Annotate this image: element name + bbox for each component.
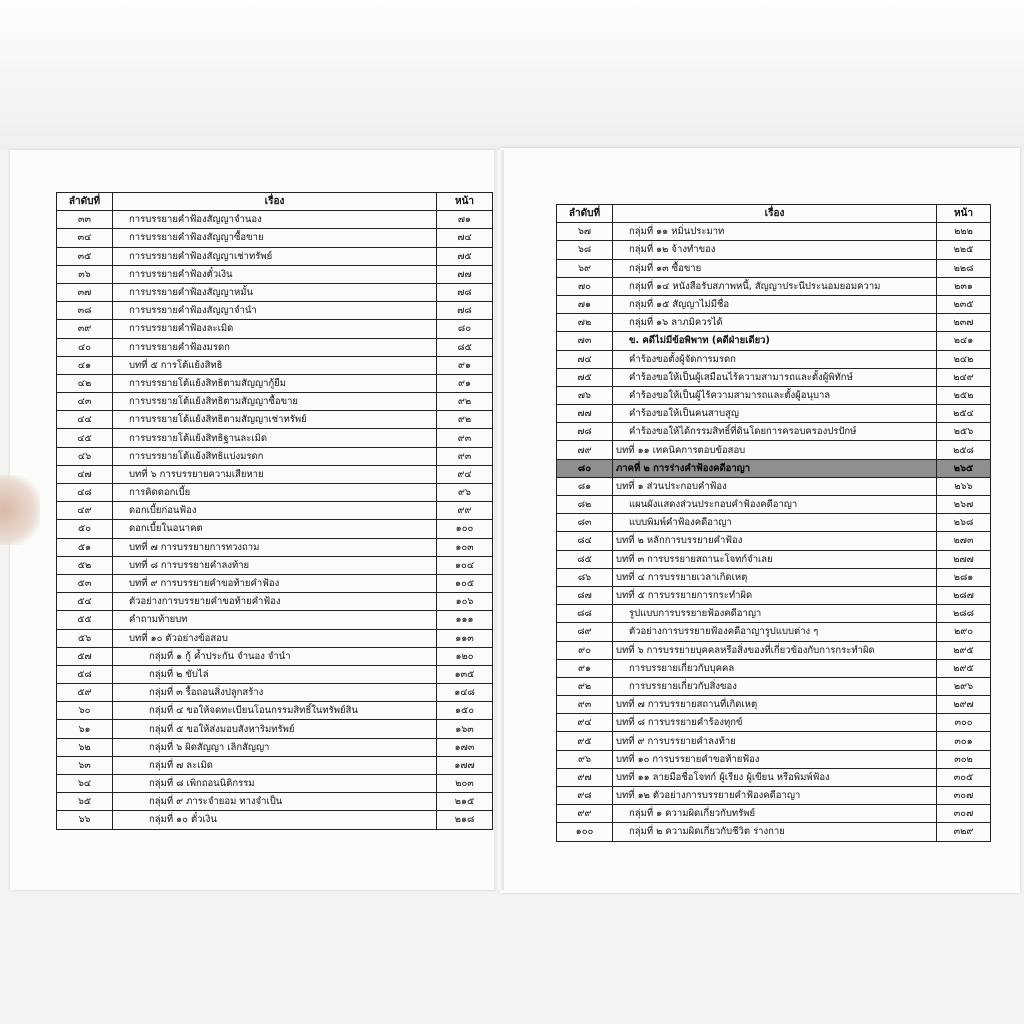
toc-row-title: บทที่ ๙ การบรรยายคำลงท้าย (613, 732, 937, 750)
toc-row (557, 623, 991, 641)
toc-row-page: ๒๑๕ (437, 793, 493, 811)
toc-row-page: ๙๔ (437, 465, 493, 483)
toc-row-title: รูปแบบการบรรยายฟ้องคดีอาญา (613, 605, 937, 623)
toc-row-page: ๒๒๒ (937, 223, 991, 241)
toc-row-title: กลุ่มที่ ๒ ขับไล่ (113, 665, 437, 683)
toc-row-title: การบรรยายคำฟ้องสัญญาจำนำ (113, 302, 437, 320)
toc-body-left (57, 211, 493, 829)
toc-row (557, 659, 991, 677)
toc-row (57, 229, 493, 247)
toc-row-page: ๒๑๘ (437, 811, 493, 829)
toc-row (557, 787, 991, 805)
toc-row-page: ๙๓ (437, 429, 493, 447)
toc-row-page: ๒๖๗ (937, 496, 991, 514)
toc-row-page: ๑๑๑ (437, 611, 493, 629)
toc-row-title: กลุ่มที่ ๑๖ ลาภมิควรได้ (613, 314, 937, 332)
toc-row-page: ๓๐๑ (937, 732, 991, 750)
toc-row-page: ๓๒๙ (937, 823, 991, 841)
background (0, 0, 1024, 150)
toc-row-title: กลุ่มที่ ๘ เพิกถอนนิติกรรม (113, 775, 437, 793)
toc-row-title: บทที่ ๖ การบรรยายความเสียหาย (113, 465, 437, 483)
toc-row-number: ๕๓ (57, 574, 113, 592)
toc-row-title: การบรรยายคำฟ้องละเมิด (113, 320, 437, 338)
toc-row-title: กลุ่มที่ ๒ ความผิดเกี่ยวกับชีวิต ร่างกาย (613, 823, 937, 841)
toc-row-title: บทที่ ๑๐ ตัวอย่างข้อสอบ (113, 629, 437, 647)
toc-row-title: การบรรยายเกี่ยวกับสิ่งของ (613, 677, 937, 695)
toc-row-title: ข. คดีไม่มีข้อพิพาท (คดีฝ่ายเดียว) (613, 332, 937, 350)
toc-row-title: การบรรยายคำฟ้องสัญญาเช่าทรัพย์ (113, 247, 437, 265)
toc-row-page: ๒๖๘ (937, 514, 991, 532)
header-page: หน้า (437, 193, 493, 211)
toc-row-title: บทที่ ๑๒ ตัวอย่างการบรรยายคำฟ้องคดีอาญา (613, 787, 937, 805)
toc-row (557, 677, 991, 695)
toc-row-page: ๒๓๕ (937, 295, 991, 313)
toc-row-page: ๒๒๕ (937, 241, 991, 259)
toc-row (57, 265, 493, 283)
toc-row-number: ๔๕ (57, 429, 113, 447)
toc-row-number: ๕๖ (57, 629, 113, 647)
toc-row-page: ๑๑๓ (437, 629, 493, 647)
toc-row-title: กลุ่มที่ ๑๓ ซื้อขาย (613, 259, 937, 277)
toc-row-number: ๕๘ (57, 665, 113, 683)
toc-row-number: ๓๓ (57, 211, 113, 229)
toc-row-page: ๙๒ (437, 393, 493, 411)
toc-row-page: ๒๖๖ (937, 477, 991, 495)
toc-row-number: ๗๒ (557, 314, 613, 332)
toc-row (57, 556, 493, 574)
toc-row-page: ๓๐๐ (937, 714, 991, 732)
toc-row-number: ๙๔ (557, 714, 613, 732)
toc-row-page: ๘๐ (437, 320, 493, 338)
toc-row-page: ๓๐๗ (937, 805, 991, 823)
toc-row-title: บทที่ ๕ การโต้แย้งสิทธิ (113, 356, 437, 374)
toc-row (57, 429, 493, 447)
toc-row-page: ๑๓๕ (437, 665, 493, 683)
toc-row-number: ๗๘ (557, 423, 613, 441)
toc-row (57, 611, 493, 629)
toc-row-page: ๑๕๐ (437, 702, 493, 720)
toc-row (557, 514, 991, 532)
toc-row-page: ๗๕ (437, 247, 493, 265)
toc-row (57, 811, 493, 829)
toc-row (557, 259, 991, 277)
toc-row (557, 732, 991, 750)
toc-row (557, 295, 991, 313)
header-title: เรื่อง (613, 205, 937, 223)
toc-row-title: คำถามท้ายบท (113, 611, 437, 629)
toc-row-number: ๘๗ (557, 586, 613, 604)
toc-row-number: ๙๙ (557, 805, 613, 823)
toc-row-title: คำร้องขอให้เป็นผู้เสมือนไร้ความสามารถและตั้งผู้พิทักษ์ (613, 368, 937, 386)
toc-row (557, 386, 991, 404)
toc-row-page: ๑๐๕ (437, 574, 493, 592)
toc-row-number: ๗๓ (557, 332, 613, 350)
toc-row-title: ดอกเบี้ยก่อนฟ้อง (113, 502, 437, 520)
toc-row-number: ๙๘ (557, 787, 613, 805)
toc-row-page: ๑๐๖ (437, 593, 493, 611)
toc-header-row (557, 205, 991, 223)
toc-row-number: ๔๔ (57, 411, 113, 429)
toc-row-number: ๖๒ (57, 738, 113, 756)
toc-row-number: ๓๗ (57, 283, 113, 301)
toc-row-title: กลุ่มที่ ๑๐ ตั๋วเงิน (113, 811, 437, 829)
header-title: เรื่อง (113, 193, 437, 211)
toc-row-page: ๙๑ (437, 374, 493, 392)
toc-row-number: ๓๘ (57, 302, 113, 320)
toc-row-page: ๙๒ (437, 411, 493, 429)
toc-row (57, 756, 493, 774)
toc-row-number: ๓๔ (57, 229, 113, 247)
toc-row-page: ๒๙๕ (937, 659, 991, 677)
toc-row-page: ๑๗๗ (437, 756, 493, 774)
toc-row-page: ๒๖๕ (937, 459, 991, 477)
toc-row-page: ๒๕๘ (937, 441, 991, 459)
toc-row-number: ๙๑ (557, 659, 613, 677)
toc-row (57, 793, 493, 811)
book-spine (494, 150, 504, 890)
toc-row-page: ๓๐๗ (937, 787, 991, 805)
toc-row-page: ๙๑ (437, 356, 493, 374)
toc-row-title: บทที่ ๗ การบรรยายการทวงถาม (113, 538, 437, 556)
toc-row (57, 684, 493, 702)
toc-row-title: การบรรยายโต้แย้งสิทธิตามสัญญาเช่าทรัพย์ (113, 411, 437, 429)
header-no: ลำดับที่ (57, 193, 113, 211)
toc-row (557, 332, 991, 350)
toc-row-number: ๖๓ (57, 756, 113, 774)
toc-row-number: ๘๕ (557, 550, 613, 568)
toc-row (57, 720, 493, 738)
toc-row-page: ๒๙๐ (937, 623, 991, 641)
toc-row-title: บทที่ ๒ หลักการบรรยายคำฟ้อง (613, 532, 937, 550)
toc-row-title: กลุ่มที่ ๑ กู้ ค้ำประกัน จำนอง จำนำ (113, 647, 437, 665)
toc-row-number: ๖๔ (57, 775, 113, 793)
toc-row-page: ๗๑ (437, 211, 493, 229)
toc-row-number: ๓๕ (57, 247, 113, 265)
toc-row-number: ๖๙ (557, 259, 613, 277)
toc-row-title: บทที่ ๑ ส่วนประกอบคำฟ้อง (613, 477, 937, 495)
toc-body-right (557, 223, 991, 841)
toc-row-number: ๕๑ (57, 538, 113, 556)
toc-row-number: ๙๐ (557, 641, 613, 659)
toc-row-number: ๖๖ (57, 811, 113, 829)
toc-row-title: กลุ่มที่ ๔ ขอให้จดทะเบียนโอนกรรมสิทธิ์ในทรัพย์สิน (113, 702, 437, 720)
toc-row (557, 368, 991, 386)
toc-row-title: กลุ่มที่ ๑ ความผิดเกี่ยวกับทรัพย์ (613, 805, 937, 823)
toc-row-page: ๒๘๗ (937, 586, 991, 604)
toc-row-number: ๓๖ (57, 265, 113, 283)
toc-row-page: ๑๖๓ (437, 720, 493, 738)
toc-row (57, 647, 493, 665)
toc-row-number: ๘๘ (557, 605, 613, 623)
toc-row-page: ๑๒๐ (437, 647, 493, 665)
toc-row (57, 320, 493, 338)
toc-row (57, 775, 493, 793)
toc-row-title: ภาคที่ ๒ การร่างคำฟ้องคดีอาญา (613, 459, 937, 477)
toc-row (57, 393, 493, 411)
toc-row-title: คำร้องขอให้เป็นผู้ไร้ความสามารถและตั้งผู้อนุบาล (613, 386, 937, 404)
toc-row (557, 750, 991, 768)
toc-row-number: ๕๙ (57, 684, 113, 702)
toc-row-number: ๘๔ (557, 532, 613, 550)
toc-row (557, 241, 991, 259)
toc-row (57, 629, 493, 647)
toc-row-page: ๒๕๖ (937, 423, 991, 441)
toc-row-title: แผนผังแสดงส่วนประกอบคำฟ้องคดีอาญา (613, 496, 937, 514)
toc-row-page: ๒๙๖ (937, 677, 991, 695)
toc-row-title: คำร้องขอให้ได้กรรมสิทธิ์ที่ดินโดยการครอบครองปรปักษ์ (613, 423, 937, 441)
toc-row (57, 338, 493, 356)
toc-row-number: ๕๗ (57, 647, 113, 665)
toc-row-title: บทที่ ๘ การบรรยายคำลงท้าย (113, 556, 437, 574)
toc-row (557, 714, 991, 732)
toc-row-number: ๘๐ (557, 459, 613, 477)
toc-table-right (556, 204, 991, 842)
toc-row (557, 586, 991, 604)
toc-row-page: ๒๘๘ (937, 605, 991, 623)
toc-row-title: บทที่ ๑๑ ลายมือชื่อโจทก์ ผู้เรียง ผู้เขียน หรือพิมพ์ฟ้อง (613, 768, 937, 786)
toc-row-number: ๗๗ (557, 405, 613, 423)
toc-row-page: ๙๓ (437, 447, 493, 465)
toc-row-number: ๔๐ (57, 338, 113, 356)
toc-row-title: บทที่ ๗ การบรรยายสถานที่เกิดเหตุ (613, 696, 937, 714)
toc-row-page: ๒๓๑ (937, 277, 991, 295)
toc-row-title: บทที่ ๔ การบรรยายเวลาเกิดเหตุ (613, 568, 937, 586)
toc-row (557, 350, 991, 368)
toc-row-title: กลุ่มที่ ๙ ภาระจำยอม ทางจำเป็น (113, 793, 437, 811)
toc-row-number: ๔๑ (57, 356, 113, 374)
toc-row-number: ๗๑ (557, 295, 613, 313)
toc-row (57, 574, 493, 592)
toc-row-title: กลุ่มที่ ๓ รื้อถอนสิ่งปลูกสร้าง (113, 684, 437, 702)
toc-row-title: บทที่ ๘ การบรรยายคำร้องทุกข์ (613, 714, 937, 732)
toc-row (57, 447, 493, 465)
toc-row (557, 696, 991, 714)
toc-row-title: บทที่ ๑๐ การบรรยายคำขอท้ายฟ้อง (613, 750, 937, 768)
toc-row-page: ๒๔๒ (937, 350, 991, 368)
toc-row-number: ๑๐๐ (557, 823, 613, 841)
toc-row-title: การบรรยายเกี่ยวกับบุคคล (613, 659, 937, 677)
header-page: หน้า (937, 205, 991, 223)
toc-row-page: ๗๘ (437, 302, 493, 320)
toc-row-title: การบรรยายคำฟ้องมรดก (113, 338, 437, 356)
toc-row-number: ๗๙ (557, 441, 613, 459)
toc-row (557, 441, 991, 459)
toc-row-page: ๒๕๔ (937, 405, 991, 423)
toc-row-number: ๔๘ (57, 484, 113, 502)
toc-row-title: บทที่ ๕ การบรรยายการกระทำผิด (613, 586, 937, 604)
toc-row (57, 211, 493, 229)
toc-row-number: ๘๒ (557, 496, 613, 514)
toc-row-page: ๒๗๓ (937, 532, 991, 550)
toc-row (57, 665, 493, 683)
toc-row-title: กลุ่มที่ ๕ ขอให้ส่งมอบสังหาริมทรัพย์ (113, 720, 437, 738)
toc-row (557, 768, 991, 786)
toc-row-number: ๘๓ (557, 514, 613, 532)
toc-row-number: ๕๒ (57, 556, 113, 574)
toc-row-page: ๒๐๓ (437, 775, 493, 793)
toc-row-page: ๒๙๕ (937, 641, 991, 659)
toc-row-page: ๓๐๒ (937, 750, 991, 768)
toc-row-number: ๗๐ (557, 277, 613, 295)
toc-row-title: กลุ่มที่ ๑๑ หมิ่นประมาท (613, 223, 937, 241)
toc-row-title: บทที่ ๑๑ เทคนิคการตอบข้อสอบ (613, 441, 937, 459)
toc-row (57, 302, 493, 320)
toc-row (57, 283, 493, 301)
toc-row-number: ๕๕ (57, 611, 113, 629)
toc-row (57, 247, 493, 265)
toc-row-number: ๖๕ (57, 793, 113, 811)
toc-row (57, 593, 493, 611)
toc-row-page: ๑๐๐ (437, 520, 493, 538)
toc-row-number: ๙๖ (557, 750, 613, 768)
toc-row (57, 411, 493, 429)
toc-row-number: ๖๐ (57, 702, 113, 720)
toc-row-page: ๘๕ (437, 338, 493, 356)
toc-row-title: บทที่ ๓ การบรรยายสถานะโจทก์จำเลย (613, 550, 937, 568)
toc-row-page: ๒๘๑ (937, 568, 991, 586)
toc-header-row (57, 193, 493, 211)
toc-row-page: ๒๔๙ (937, 368, 991, 386)
toc-row-number: ๗๕ (557, 368, 613, 386)
toc-row-number: ๖๘ (557, 241, 613, 259)
toc-row-title: กลุ่มที่ ๗ ละเมิด (113, 756, 437, 774)
toc-row-title: การบรรยายโต้แย้งสิทธิแบ่งมรดก (113, 447, 437, 465)
toc-row-title: คำร้องขอตั้งผู้จัดการมรดก (613, 350, 937, 368)
toc-row-number: ๘๑ (557, 477, 613, 495)
toc-row-title: กลุ่มที่ ๑๔ หนังสือรับสภาพหนี้, สัญญาประนีประนอมยอมความ (613, 277, 937, 295)
toc-row-page: ๒๕๒ (937, 386, 991, 404)
toc-row-title: กลุ่มที่ ๑๕ สัญญาไม่มีชื่อ (613, 295, 937, 313)
toc-row-title: การบรรยายโต้แย้งสิทธิฐานละเมิด (113, 429, 437, 447)
toc-row (57, 465, 493, 483)
toc-row-title: การบรรยายคำฟ้องสัญญาหมั้น (113, 283, 437, 301)
toc-row-number: ๕๐ (57, 520, 113, 538)
toc-row (557, 223, 991, 241)
toc-row-page: ๒๙๗ (937, 696, 991, 714)
toc-row-title: การบรรยายคำฟ้องสัญญาซื้อขาย (113, 229, 437, 247)
toc-table-left (56, 192, 493, 830)
toc-row (57, 502, 493, 520)
toc-row (57, 538, 493, 556)
toc-row-number: ๙๓ (557, 696, 613, 714)
toc-row (57, 702, 493, 720)
toc-row-title: ตัวอย่างการบรรยายฟ้องคดีอาญารูปแบบต่าง ๆ (613, 623, 937, 641)
toc-row-page: ๑๗๓ (437, 738, 493, 756)
toc-row (557, 550, 991, 568)
toc-row-title: ตัวอย่างการบรรยายคำขอท้ายคำฟ้อง (113, 593, 437, 611)
toc-row-page: ๓๐๕ (937, 768, 991, 786)
toc-row-page: ๒๓๗ (937, 314, 991, 332)
toc-row-title: การบรรยายคำฟ้องสัญญาจำนอง (113, 211, 437, 229)
thumb-holding-book (0, 475, 40, 545)
toc-row-title: แบบพิมพ์คำฟ้องคดีอาญา (613, 514, 937, 532)
toc-row-number: ๔๒ (57, 374, 113, 392)
toc-row-page: ๗๘ (437, 283, 493, 301)
toc-row (557, 405, 991, 423)
toc-row (557, 605, 991, 623)
toc-row (57, 484, 493, 502)
toc-row-page: ๒๒๘ (937, 259, 991, 277)
toc-row (557, 477, 991, 495)
toc-row (557, 805, 991, 823)
toc-row-page: ๒๔๑ (937, 332, 991, 350)
toc-row-title: การคิดดอกเบี้ย (113, 484, 437, 502)
toc-row (557, 277, 991, 295)
toc-row-page: ๙๙ (437, 502, 493, 520)
toc-row-title: ดอกเบี้ยในอนาคต (113, 520, 437, 538)
toc-row (557, 423, 991, 441)
toc-row-number: ๖๑ (57, 720, 113, 738)
toc-row (557, 496, 991, 514)
toc-row-number: ๔๓ (57, 393, 113, 411)
toc-row (57, 520, 493, 538)
toc-row-title: บทที่ ๖ การบรรยายบุคคลหรือสิ่งของที่เกี่ยวข้องกับการกระทำผิด (613, 641, 937, 659)
header-no: ลำดับที่ (557, 205, 613, 223)
toc-row-page: ๗๗ (437, 265, 493, 283)
toc-row-number: ๗๔ (557, 350, 613, 368)
toc-row-title: การบรรยายโต้แย้งสิทธิตามสัญญาซื้อขาย (113, 393, 437, 411)
toc-row (57, 738, 493, 756)
toc-row-page: ๒๗๗ (937, 550, 991, 568)
toc-row-number: ๓๙ (57, 320, 113, 338)
toc-row-page: ๗๔ (437, 229, 493, 247)
toc-row (557, 823, 991, 841)
toc-row-number: ๙๒ (557, 677, 613, 695)
toc-row-number: ๕๔ (57, 593, 113, 611)
toc-row (557, 314, 991, 332)
toc-row-number: ๙๕ (557, 732, 613, 750)
toc-row-number: ๔๖ (57, 447, 113, 465)
toc-row-title: กลุ่มที่ ๖ ผิดสัญญา เลิกสัญญา (113, 738, 437, 756)
toc-row (557, 641, 991, 659)
toc-row (557, 532, 991, 550)
toc-row-title: กลุ่มที่ ๑๒ จ้างทำของ (613, 241, 937, 259)
toc-row-title: คำร้องขอให้เป็นคนสาบสูญ (613, 405, 937, 423)
toc-row-number: ๔๙ (57, 502, 113, 520)
toc-row (557, 568, 991, 586)
toc-row-number: ๗๖ (557, 386, 613, 404)
toc-row-page: ๑๐๓ (437, 538, 493, 556)
toc-row-title: การบรรยายคำฟ้องตั๋วเงิน (113, 265, 437, 283)
toc-row-number: ๔๗ (57, 465, 113, 483)
toc-row-number: ๙๗ (557, 768, 613, 786)
toc-row (557, 459, 991, 477)
toc-row (57, 374, 493, 392)
toc-row-number: ๖๗ (557, 223, 613, 241)
toc-row-page: ๑๐๔ (437, 556, 493, 574)
toc-row (57, 356, 493, 374)
toc-row-number: ๘๙ (557, 623, 613, 641)
toc-row-page: ๑๔๘ (437, 684, 493, 702)
toc-row-title: บทที่ ๙ การบรรยายคำขอท้ายคำฟ้อง (113, 574, 437, 592)
toc-row-title: การบรรยายโต้แย้งสิทธิตามสัญญากู้ยืม (113, 374, 437, 392)
toc-row-page: ๙๖ (437, 484, 493, 502)
toc-row-number: ๘๖ (557, 568, 613, 586)
